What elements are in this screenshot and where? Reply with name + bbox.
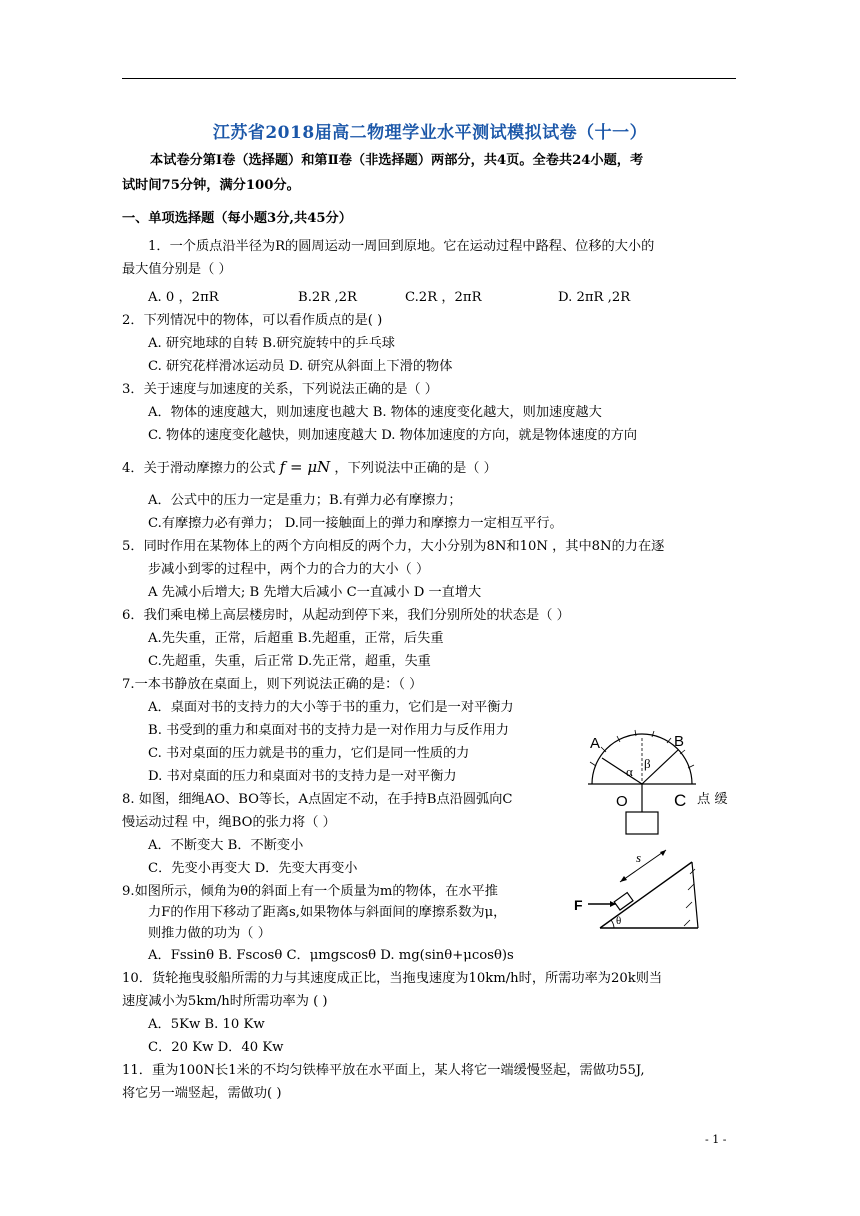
q8-options-ab: A．不断变大 B．不断变小 bbox=[148, 838, 304, 853]
q4-formula: f = μN bbox=[279, 458, 331, 476]
label-theta: θ bbox=[616, 915, 622, 927]
q6-stem: 6．我们乘电梯上高层楼房时，从起动到停下来，我们分别所处的状态是（ ） bbox=[122, 608, 570, 623]
distance-arrow-end bbox=[660, 850, 666, 856]
label-b: B bbox=[674, 733, 685, 750]
q4-options-ab: A．公式中的压力一定是重力；B.有弹力必有摩擦力； bbox=[148, 493, 462, 508]
q10-stem-2: 速度减小为5km/h时所需功率为 ( ) bbox=[122, 994, 328, 1009]
intro-line-1: 本试卷分第Ⅰ卷（选择题）和第Ⅱ卷（非选择题）两部分，共4页。全卷共24小题，考 bbox=[150, 153, 644, 168]
hanging-block bbox=[626, 812, 658, 834]
q7-stem: 7.一本书静放在桌面上，则下列说法正确的是：（ ） bbox=[122, 677, 423, 692]
q9-incline-figure bbox=[574, 848, 704, 932]
q3-options-ab: A．物体的速度越大，则加速度也越大 B. 物体的速度变化越大，则加速度越大 bbox=[148, 405, 602, 420]
label-c: C bbox=[674, 791, 687, 810]
q6-options-ab: A.先失重，正常，后超重 B.先超重，正常，后失重 bbox=[148, 631, 444, 646]
q1-option-d: D. 2πR ,2R bbox=[558, 290, 631, 305]
q10-options-cd: C．20 Kw D．40 Kw bbox=[148, 1040, 284, 1055]
q11-stem-1: 11．重为100N长1米的不均匀铁棒平放在水平面上，某人将它一端缓慢竖起，需做功55J, bbox=[122, 1063, 645, 1078]
q7-option-d: D. 书对桌面的压力和桌面对书的支持力是一对平衡力 bbox=[148, 769, 457, 784]
q9-stem-2: 力F的作用下移动了距离s,如果物体与斜面间的摩擦系数为μ， bbox=[148, 905, 507, 920]
distance-arrow-start bbox=[620, 876, 627, 882]
page-number: - 1 - bbox=[705, 1133, 727, 1146]
q4-stem bbox=[122, 458, 497, 478]
theta-arc bbox=[611, 920, 614, 928]
q8-stem-1-tail: 点 缓 bbox=[697, 792, 728, 807]
section-heading: 一、单项选择题（每小题3分,共45分） bbox=[122, 211, 352, 226]
q7-option-c: C. 书对桌面的压力就是书的重力，它们是同一性质的力 bbox=[148, 746, 470, 761]
q3-options-cd: C. 物体的速度变化越快，则加速度越大 D. 物体加速度的方向，就是物体速度的方向 bbox=[148, 428, 638, 443]
q1-option-b: B.2R ,2R bbox=[298, 290, 357, 305]
q4-options-cd: C.有摩擦力必有弹力； D.同一接触面上的弹力和摩擦力一定相互平行。 bbox=[148, 516, 563, 531]
q7-option-a: A．桌面对书的支持力的大小等于书的重力，它们是一对平衡力 bbox=[148, 700, 514, 715]
intro-line-2: 试时间75分钟，满分100分。 bbox=[122, 178, 300, 193]
incline-block bbox=[614, 893, 633, 910]
exam-title: 江苏省2018届高二物理学业水平测试模拟试卷（十一） bbox=[212, 123, 648, 143]
q1-stem-2: 最大值分别是（ ） bbox=[122, 262, 232, 277]
q3-stem: 3．关于速度与加速度的关系，下列说法正确的是（ ） bbox=[122, 382, 438, 397]
q5-stem-1: 5．同时作用在某物体上的两个方向相反的两个力，大小分别为8N和10N ，其中8N的力在逐 bbox=[122, 539, 665, 554]
label-beta: β bbox=[644, 756, 651, 771]
q10-options-ab: A．5Kw B. 10 Kw bbox=[148, 1017, 265, 1032]
q6-options-cd: C.先超重，失重，后正常 D.先正常，超重，失重 bbox=[148, 654, 431, 669]
q8-stem-2: 慢运动过程 中，绳BO的张力将（ ） bbox=[122, 815, 336, 830]
q4-stem-pre: 4．关于滑动摩擦力的公式 bbox=[122, 461, 276, 476]
label-alpha: α bbox=[626, 764, 633, 779]
q5-stem-2: 步减小到零的过程中，两个力的合力的大小（ ） bbox=[148, 562, 430, 577]
q5-options: A 先减小后增大; B 先增大后减小 C一直减小 D 一直增大 bbox=[148, 585, 482, 600]
rope-ao bbox=[602, 758, 642, 784]
q9-stem-3: 则推力做的功为（ ） bbox=[148, 926, 271, 941]
incline-slope bbox=[600, 862, 692, 928]
q10-stem-1: 10．货轮拖曳驳船所需的力与其速度成正比，当拖曳速度为10km/h时，所需功率为20k则当 bbox=[122, 971, 663, 986]
q1-option-c: C.2R ，2πR bbox=[405, 290, 482, 305]
q9-stem-1: 9.如图所示，倾角为θ的斜面上有一个质量为m的物体，在水平推 bbox=[122, 884, 498, 899]
q1-stem-1: 1．一个质点沿半径为R的圆周运动一周回到原地。它在运动过程中路程、位移的大小的 bbox=[148, 239, 655, 254]
label-a: A bbox=[590, 735, 601, 752]
q4-stem-post: ，下列说法中正确的是（ ） bbox=[334, 461, 497, 476]
q7-option-b: B. 书受到的重力和桌面对书的支持力是一对作用力与反作用力 bbox=[148, 723, 509, 738]
distance-line bbox=[620, 850, 666, 882]
q11-stem-2: 将它另一端竖起，需做功( ) bbox=[122, 1086, 282, 1101]
q2-options-cd: C. 研究花样滑冰运动员 D. 研究从斜面上下滑的物体 bbox=[148, 359, 453, 374]
label-s: s bbox=[636, 850, 642, 865]
label-o: O bbox=[616, 793, 628, 810]
header-rule bbox=[122, 78, 736, 79]
q8-stem-1: 8. 如图，细绳AO、BO等长，A点固定不动，在手持B点沿圆弧向C bbox=[122, 792, 513, 807]
q2-stem: 2．下列情况中的物体，可以看作质点的是( ) bbox=[122, 313, 383, 328]
q9-options: A．Fssinθ B. Fscosθ C．μmgscosθ D. mg(sinθ+μcosθ)s bbox=[148, 948, 514, 963]
q8-semicircle-figure bbox=[582, 728, 702, 838]
label-f: F bbox=[574, 897, 583, 913]
q8-options-cd: C．先变小再变大 D．先变大再变小 bbox=[148, 861, 358, 876]
incline-back bbox=[692, 862, 698, 928]
q1-option-a: A. 0 ，2πR bbox=[148, 290, 219, 305]
q2-options-ab: A. 研究地球的自转 B.研究旋转中的乒乓球 bbox=[148, 336, 395, 351]
